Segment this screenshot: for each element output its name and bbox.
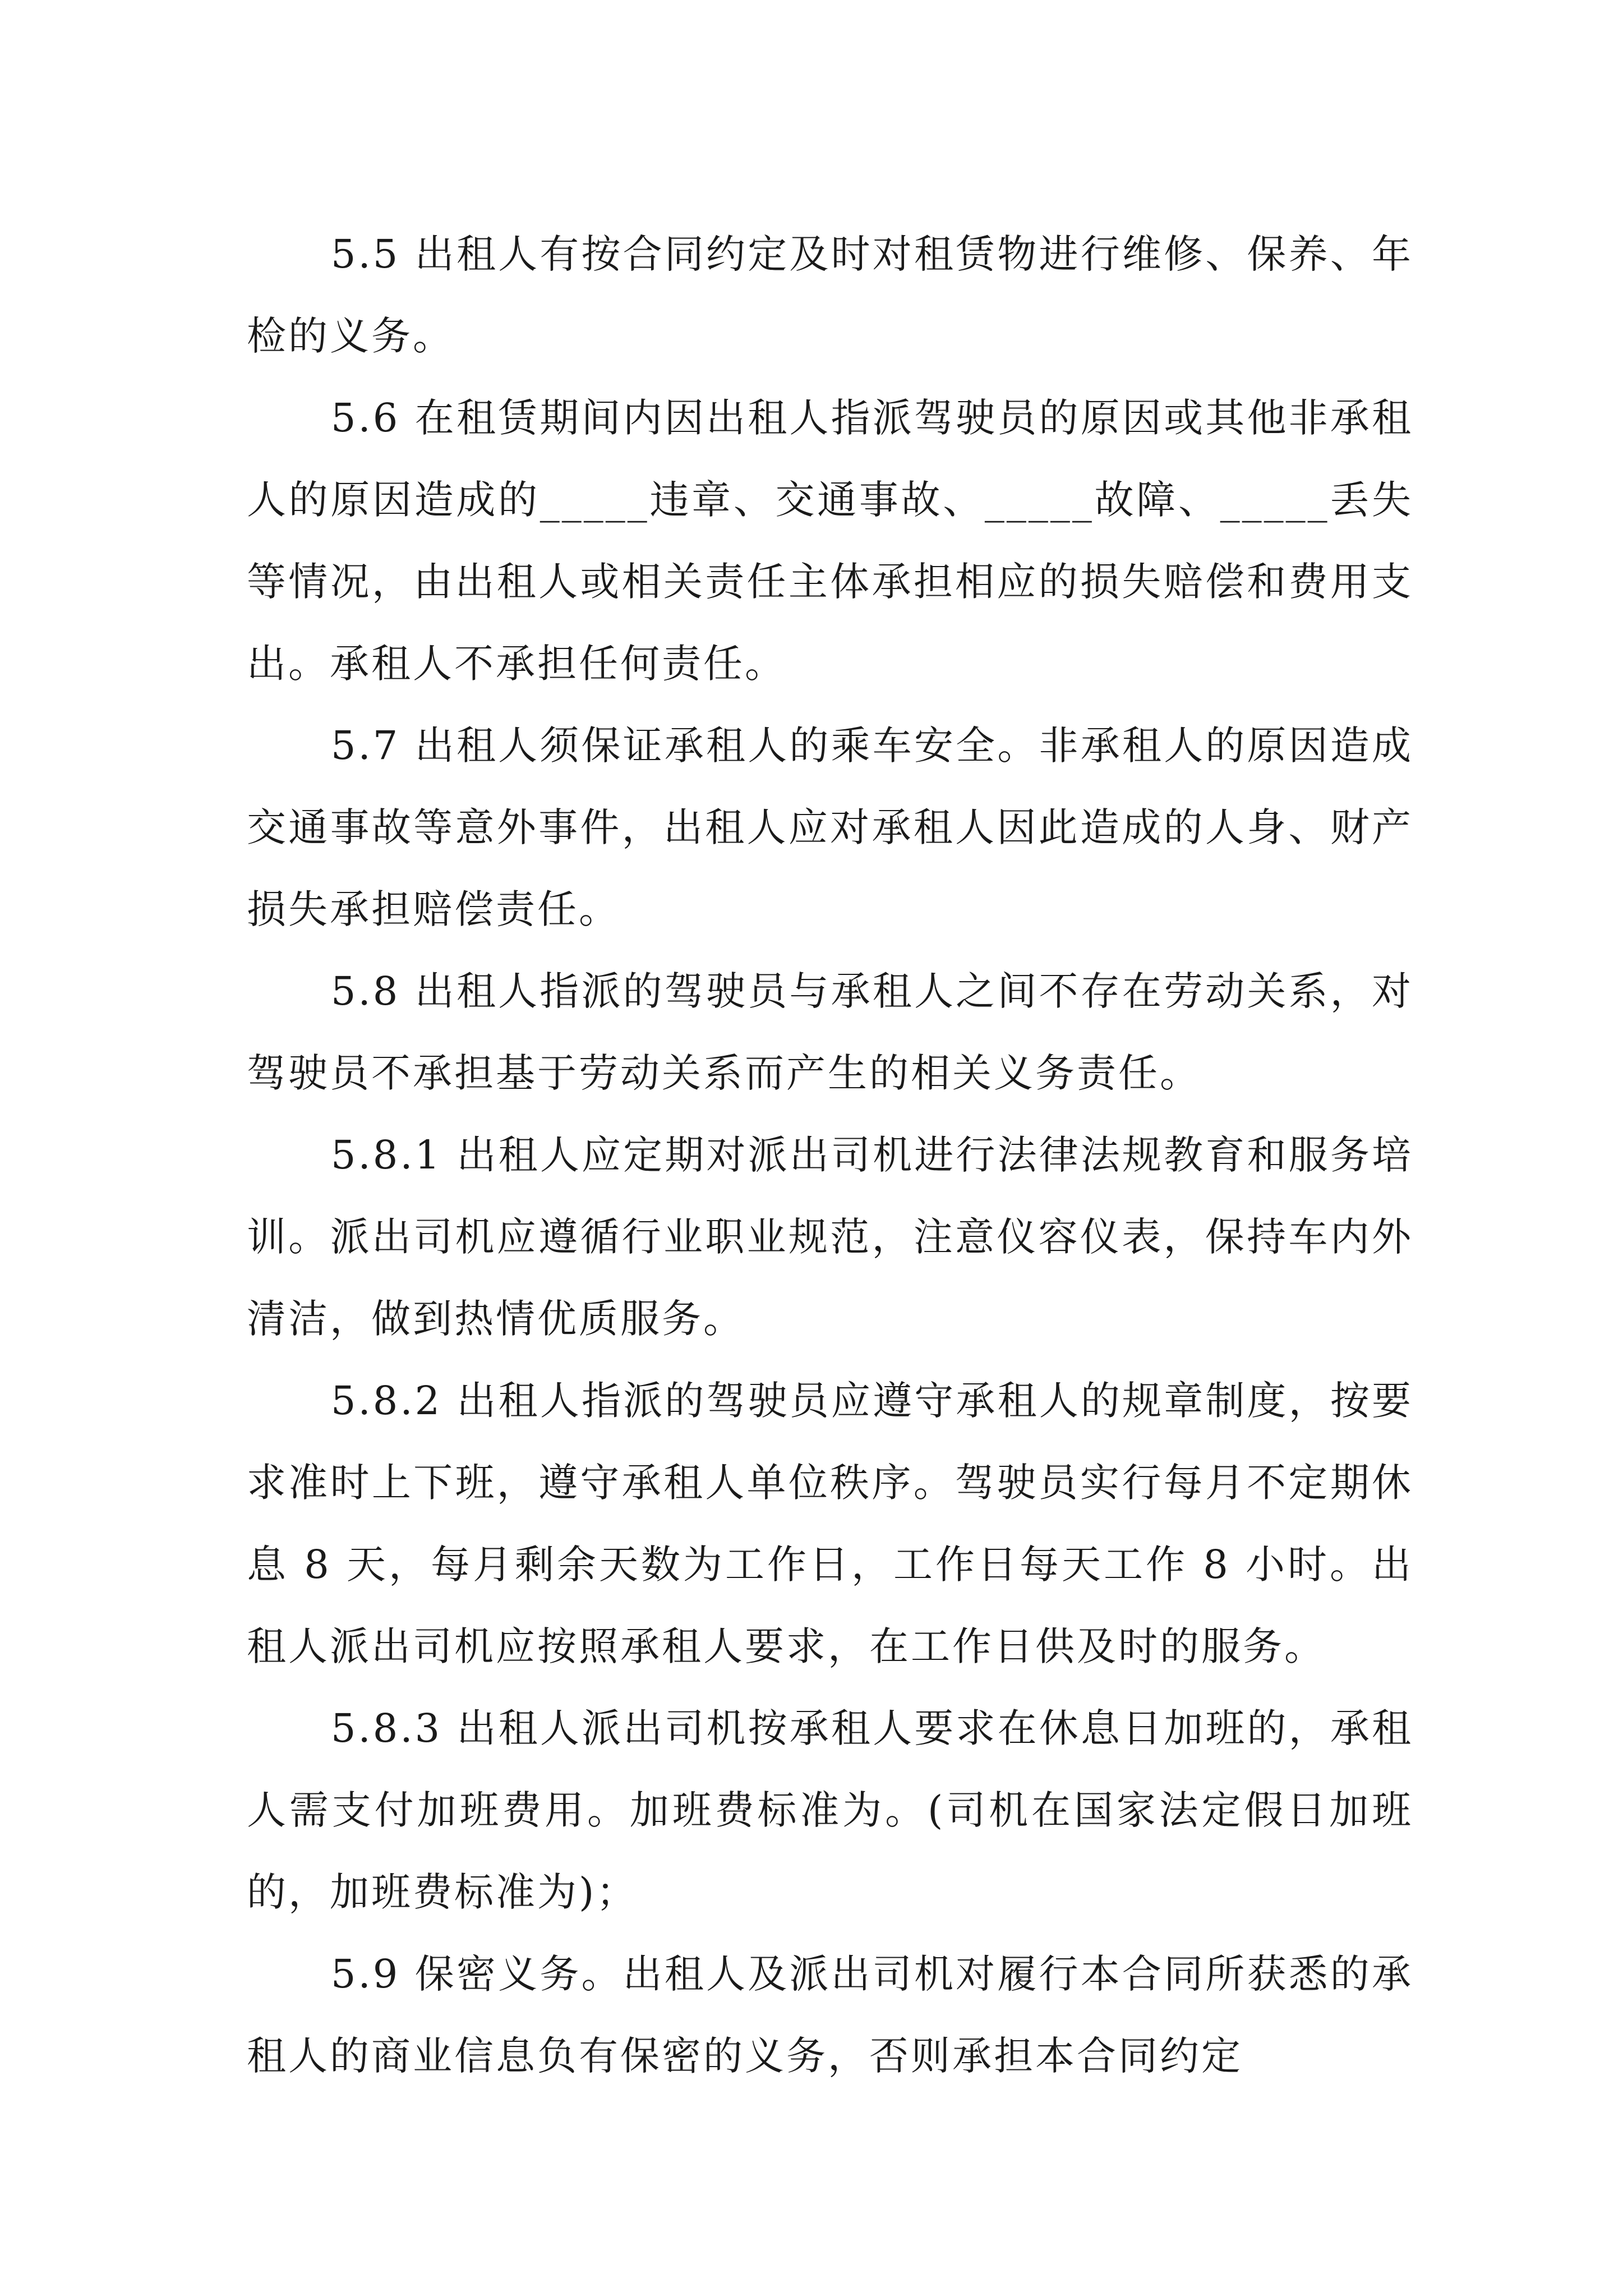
clause-5-7: 5.7 出租人须保证承租人的乘车安全。非承租人的原因造成交通事故等意外事件，出租人应对承租人因此造成的人身、财产损失承担赔偿责任。 bbox=[247, 723, 1413, 932]
clause-5-9: 5.9 保密义务。出租人及派出司机对履行本合同所获悉的承租人的商业信息负有保密的义务，否则承担本合同约定 bbox=[247, 1951, 1413, 2079]
clause-5-8-2: 5.8.2 出租人指派的驾驶员应遵守承租人的规章制度，按要求准时上下班，遵守承租人单位秩序。驾驶员实行每月不定期休息 8 天，每月剩余天数为工作日，工作日每天工作 8 小时。出租人派出司机应按照承租人要求，在工作日供及时的服务。 bbox=[247, 1378, 1413, 1669]
clause-5-8-1: 5.8.1 出租人应定期对派出司机进行法律法规教育和服务培训。派出司机应遵循行业职业规范，注意仪容仪表，保持车内外清洁，做到热情优质服务。 bbox=[247, 1132, 1413, 1342]
contract-text-body bbox=[247, 213, 1413, 2097]
clause-5-8-3: 5.8.3 出租人派出司机按承租人要求在休息日加班的，承租人需支付加班费用。加班费标准为。(司机在国家法定假日加班的，加班费标准为)； bbox=[247, 1705, 1413, 1915]
clause-5-5: 5.5 出租人有按合同约定及时对租赁物进行维修、保养、年检的义务。 bbox=[247, 231, 1413, 359]
clause-5-6: 5.6 在租赁期间内因出租人指派驾驶员的原因或其他非承租人的原因造成的_____违章、交通事故、_____故障、_____丢失等情况，由出租人或相关责任主体承担相应的损失赔偿和费用支出。承租人不承担任何责任。 bbox=[247, 395, 1413, 687]
clause-5-8: 5.8 出租人指派的驾驶员与承租人之间不存在劳动关系，对驾驶员不承担基于劳动关系而产生的相关义务责任。 bbox=[247, 968, 1413, 1096]
